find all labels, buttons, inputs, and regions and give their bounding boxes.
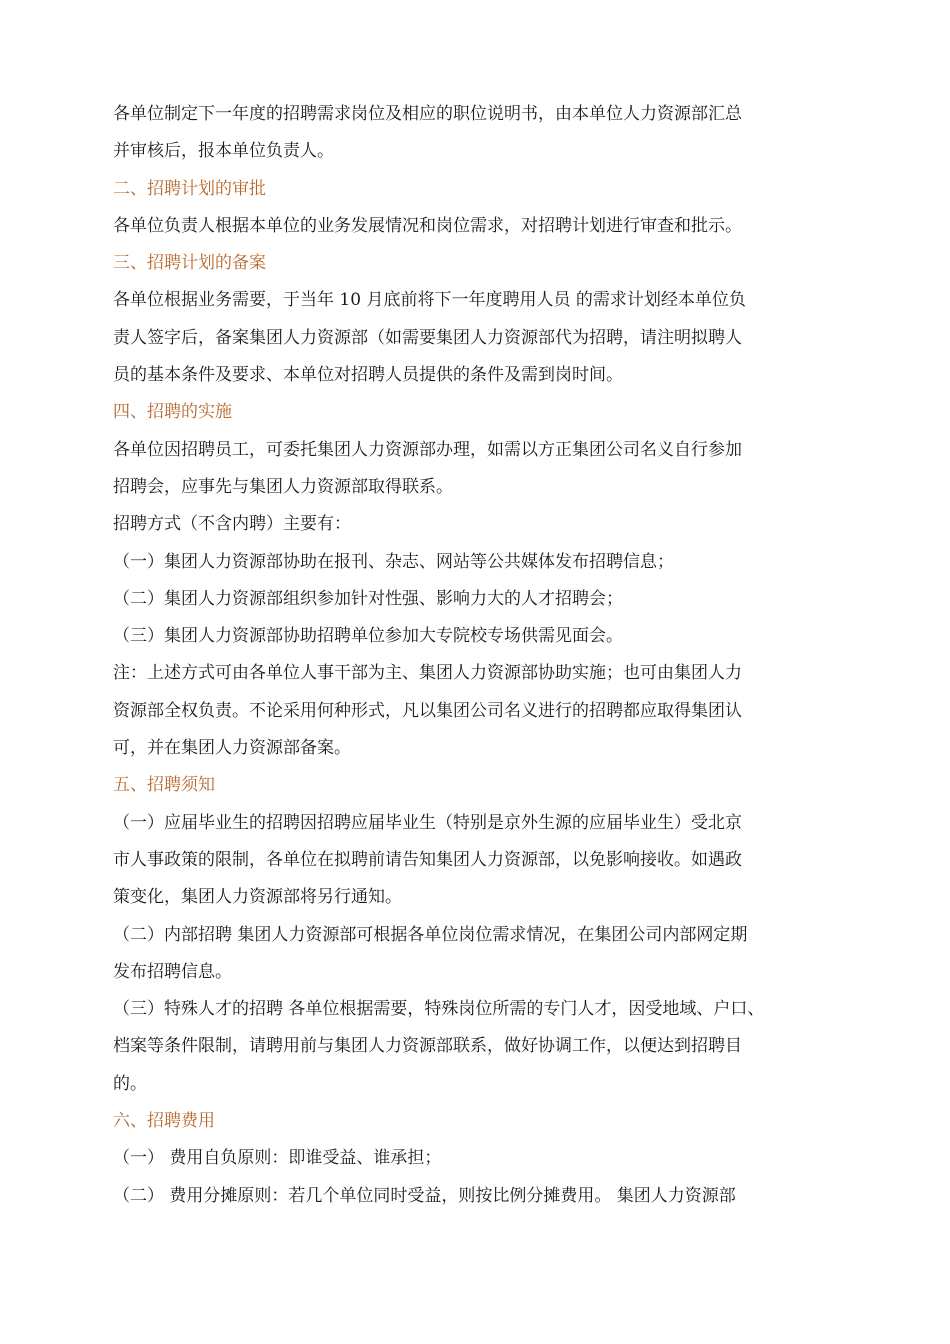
list-item-3: （三）集团人力资源部协助招聘单位参加大专院校专场供需见面会。 [113,626,623,647]
text-line-22: 策变化，集团人力资源部将另行通知。 [113,887,402,908]
text-line-4: 各单位负责人根据本单位的业务发展情况和岗位需求，对招聘计划进行审查和批示。 [113,215,742,236]
text-line-7: 责人签字后，备案集团人力资源部（如需要集团人力资源部代为招聘，请注明拟聘人 [113,327,742,348]
text-line-24: 发布招聘信息。 [113,961,232,982]
document-page [113,96,843,1215]
note-line-3: 可，并在集团人力资源部备案。 [113,738,351,759]
section-heading-6: 六、招聘费用 [113,1111,215,1132]
note-line-2: 资源部全权负责。不论采用何种形式，凡以集团公司名义进行的招聘都应取得集团认 [113,700,742,721]
text-line-23: （二）内部招聘 集团人力资源部可根据各单位岗位需求情况，在集团公司内部网定期 [113,924,748,945]
text-line-20: （一）应届毕业生的招聘因招聘应届毕业生（特别是京外生源的应届毕业生）受北京 [113,812,742,833]
text-line-8: 员的基本条件及要求、本单位对招聘人员提供的条件及需到岗时间。 [113,365,623,386]
note-line-1: 注：上述方式可由各单位人事干部为主、集团人力资源部协助实施；也可由集团人力 [113,663,742,684]
section-heading-4: 四、招聘的实施 [113,402,232,423]
text-line-27: 的。 [113,1073,147,1094]
text-line-10: 各单位因招聘员工，可委托集团人力资源部办理，如需以方正集团公司名义自行参加 [113,439,742,460]
text-line-30: （二） 费用分摊原则：若几个单位同时受益，则按比例分摊费用。 集团人力资源部 [113,1185,736,1206]
text-line-21: 市人事政策的限制，各单位在拟聘前请告知集团人力资源部，以免影响接收。如遇政 [113,849,742,870]
text-line-2: 并审核后，报本单位负责人。 [113,141,334,162]
text-line-29: （一） 费用自负原则：即谁受益、谁承担； [113,1148,442,1169]
list-item-1: （一）集团人力资源部协助在报刊、杂志、网站等公共媒体发布招聘信息； [113,551,674,572]
section-heading-2: 二、招聘计划的审批 [113,178,266,199]
list-item-2: （二）集团人力资源部组织参加针对性强、影响力大的人才招聘会； [113,588,623,609]
text-line-26: 档案等条件限制，请聘用前与集团人力资源部联系，做好协调工作，以便达到招聘目 [113,1036,742,1057]
section-heading-3: 三、招聘计划的备案 [113,253,266,274]
text-line-6: 各单位根据业务需要，于当年 10 月底前将下一年度聘用人员 的需求计划经本单位负 [113,290,746,311]
text-line-1: 各单位制定下一年度的招聘需求岗位及相应的职位说明书，由本单位人力资源部汇总 [113,104,742,124]
text-line-12: 招聘方式（不含内聘）主要有： [113,514,351,535]
text-line-25: （三）特殊人才的招聘 各单位根据需要，特殊岗位所需的专门人才，因受地域、户口、 [113,999,765,1020]
section-heading-5: 五、招聘须知 [113,775,215,796]
text-line-11: 招聘会，应事先与集团人力资源部取得联系。 [113,476,453,497]
